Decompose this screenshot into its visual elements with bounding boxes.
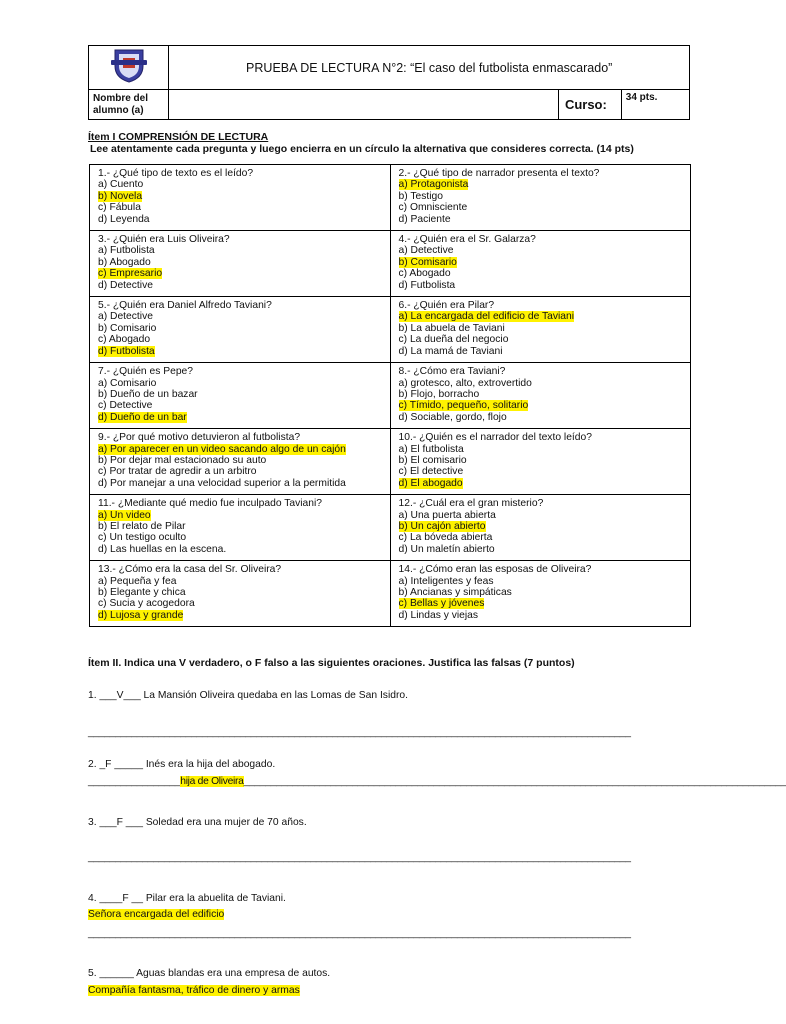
option-b[interactable]: b) Elegante y chica	[98, 587, 186, 598]
option-d[interactable]: d) Futbolista	[98, 345, 155, 357]
question-row	[90, 429, 691, 495]
option-c[interactable]: c) Empresario	[98, 268, 163, 280]
option-a[interactable]: a) Inteligentes y feas	[398, 575, 494, 587]
option-c[interactable]: c) Por tratar de agredir a un arbitro	[98, 466, 257, 478]
option-d[interactable]: d) Leyenda	[98, 213, 150, 225]
option-b[interactable]: b) Un cajón abierto	[398, 520, 486, 532]
question-5	[90, 297, 391, 363]
option-d[interactable]: d) Sociable, gordo, flojo	[398, 411, 507, 423]
option-b[interactable]: b) Novela	[98, 190, 143, 202]
question-text: 14.- ¿Cómo eran las esposas de Oliveira?	[398, 564, 592, 576]
option-a[interactable]: a) Pequeña y fea	[98, 575, 177, 587]
option-b[interactable]: b) El relato de Pilar	[98, 520, 186, 532]
question-text: 6.- ¿Quién era Pilar?	[398, 300, 495, 312]
answer-line-2[interactable]: _________________hija de Oliveira____________________________________________________________________________________________________	[88, 776, 786, 787]
option-d[interactable]: d) Lindas y viejas	[398, 609, 479, 621]
option-d[interactable]: d) Paciente	[398, 213, 451, 225]
option-c[interactable]: c) Bellas y jóvenes	[398, 598, 485, 610]
option-d[interactable]: d) El abogado	[398, 477, 463, 489]
option-a[interactable]: a) Cuento	[98, 179, 144, 191]
question-1	[90, 165, 391, 231]
option-b[interactable]: b) Testigo	[398, 190, 443, 202]
option-c[interactable]: c) La bóveda abierta	[398, 532, 493, 544]
option-a[interactable]: a) grotesco, alto, extrovertido	[398, 377, 532, 389]
option-c[interactable]: c) Sucia y acogedora	[98, 598, 195, 610]
question-row	[90, 231, 691, 297]
statement-1: 1. ___V___ La Mansión Oliveira quedaba en las Lomas de San Isidro.	[88, 690, 408, 701]
question-text: 12.- ¿Cuál era el gran misterio?	[398, 498, 544, 510]
option-d[interactable]: d) Un maletín abierto	[398, 543, 495, 555]
answer-5-highlight: Compañía fantasma, tráfico de dinero y armas	[88, 985, 300, 996]
question-7	[90, 363, 391, 429]
student-name-field[interactable]	[169, 90, 559, 120]
statement-4: 4. ____F __ Pilar era la abuelita de Taviani.	[88, 893, 286, 904]
question-6	[390, 297, 691, 363]
school-logo-cell	[89, 46, 169, 90]
option-b[interactable]: b) Abogado	[98, 256, 151, 268]
option-c[interactable]: c) Abogado	[398, 268, 451, 280]
course-label: Curso:	[558, 90, 621, 120]
option-c[interactable]: c) La dueña del negocio	[398, 334, 509, 346]
question-2	[390, 165, 691, 231]
answer-2-highlight: hija de Oliveira	[180, 776, 244, 787]
points-label: 34 pts.	[621, 90, 689, 120]
question-12	[390, 495, 691, 561]
option-a[interactable]: a) La encargada del edificio de Taviani	[398, 311, 575, 323]
item1-instruction: Lee atentamente cada pregunta y luego encierra en un círculo la alternativa que consideres correcta. (14 pts)	[90, 143, 634, 155]
option-c[interactable]: c) Un testigo oculto	[98, 532, 187, 544]
question-10	[390, 429, 691, 495]
question-4	[390, 231, 691, 297]
question-row	[90, 165, 691, 231]
answer-line-1[interactable]: ____________________________________________________________________________________________________	[88, 727, 631, 738]
item1-title: Ítem I COMPRENSIÓN DE LECTURA	[88, 131, 269, 143]
answer-line-3[interactable]: ____________________________________________________________________________________________________	[88, 852, 631, 863]
option-a[interactable]: a) Futbolista	[98, 245, 155, 257]
option-b[interactable]: b) Por dejar mal estacionado su auto	[98, 454, 267, 466]
option-b[interactable]: b) Comisario	[98, 322, 157, 334]
question-text: 2.- ¿Qué tipo de narrador presenta el texto?	[398, 168, 600, 179]
question-row	[90, 297, 691, 363]
question-row	[90, 363, 691, 429]
option-d[interactable]: d) Por manejar a una velocidad superior a la permitida	[98, 477, 346, 489]
option-b[interactable]: b) El comisario	[398, 454, 467, 466]
statement-5: 5. ______ Aguas blandas era una empresa de autos.	[88, 968, 331, 979]
option-d[interactable]: d) Lujosa y grande	[98, 609, 184, 621]
question-text: 4.- ¿Quién era el Sr. Galarza?	[398, 234, 536, 246]
option-b[interactable]: b) La abuela de Taviani	[398, 322, 505, 334]
question-text: 8.- ¿Cómo era Taviani?	[398, 366, 506, 378]
option-b[interactable]: b) Flojo, borracho	[398, 388, 480, 400]
option-b[interactable]: b) Ancianas y simpáticas	[398, 587, 512, 598]
option-b[interactable]: b) Dueño de un bazar	[98, 388, 198, 400]
option-a[interactable]: a) Una puerta abierta	[398, 509, 496, 521]
question-row	[90, 561, 691, 627]
option-c[interactable]: c) Fábula	[98, 202, 141, 214]
school-crest-icon	[109, 46, 149, 84]
question-9	[90, 429, 391, 495]
answer-4-highlight: Señora encargada del edificio	[88, 909, 225, 920]
option-d[interactable]: d) La mamá de Taviani	[398, 345, 503, 357]
question-text: 10.- ¿Quién es el narrador del texto leído?	[398, 432, 592, 444]
option-c[interactable]: c) Abogado	[98, 334, 151, 346]
option-d[interactable]: d) Las huellas en la escena.	[98, 543, 227, 555]
test-title: PRUEBA DE LECTURA N°2: “El caso del futbolista enmascarado”	[169, 46, 690, 90]
option-a[interactable]: a) Por aparecer en un video sacando algo de un cajón	[98, 443, 346, 455]
question-row	[90, 495, 691, 561]
question-14	[390, 561, 691, 627]
option-a[interactable]: a) Protagonista	[398, 179, 469, 191]
question-text: 13.- ¿Cómo era la casa del Sr. Oliveira?	[98, 564, 282, 576]
option-a[interactable]: a) El futbolista	[398, 443, 464, 455]
student-name-label: Nombre del alumno (a)	[89, 90, 169, 120]
statement-2: 2. _F _____ Inés era la hija del abogado.	[88, 759, 276, 770]
item2-title: Ítem II. Indica una V verdadero, o F falso a las siguientes oraciones. Justifica las falsas (7 puntos)	[88, 657, 575, 669]
option-c[interactable]: c) Tímido, pequeño, solitario	[398, 400, 529, 412]
option-d[interactable]: d) Futbolista	[398, 279, 456, 291]
option-a[interactable]: a) Un video	[98, 509, 151, 521]
question-text: 11.- ¿Mediante qué medio fue inculpado Taviani?	[98, 498, 323, 510]
answer-line-4[interactable]: ____________________________________________________________________________________________________	[88, 928, 631, 939]
question-text: 5.- ¿Quién era Daniel Alfredo Taviani?	[98, 300, 272, 312]
option-b[interactable]: b) Comisario	[398, 256, 457, 268]
question-text: 1.- ¿Qué tipo de texto es el leído?	[98, 168, 254, 179]
header-table	[88, 45, 690, 120]
question-3	[90, 231, 391, 297]
questions-table	[89, 164, 691, 627]
option-d[interactable]: d) Detective	[98, 279, 153, 291]
option-d[interactable]: d) Dueño de un bar	[98, 411, 187, 423]
option-a[interactable]: a) Detective	[398, 245, 454, 257]
option-a[interactable]: a) Detective	[98, 311, 153, 323]
question-text: 3.- ¿Quién era Luis Oliveira?	[98, 234, 230, 246]
question-13	[90, 561, 391, 627]
option-c[interactable]: c) Omnisciente	[398, 202, 468, 214]
statement-3: 3. ___F ___ Soledad era una mujer de 70 años.	[88, 817, 307, 828]
option-c[interactable]: c) Detective	[98, 400, 153, 412]
question-8	[390, 363, 691, 429]
question-11	[90, 495, 391, 561]
option-c[interactable]: c) El detective	[398, 466, 464, 478]
option-a[interactable]: a) Comisario	[98, 377, 157, 389]
question-text: 7.- ¿Quién es Pepe?	[98, 366, 194, 378]
question-text: 9.- ¿Por qué motivo detuvieron al futbolista?	[98, 432, 301, 444]
